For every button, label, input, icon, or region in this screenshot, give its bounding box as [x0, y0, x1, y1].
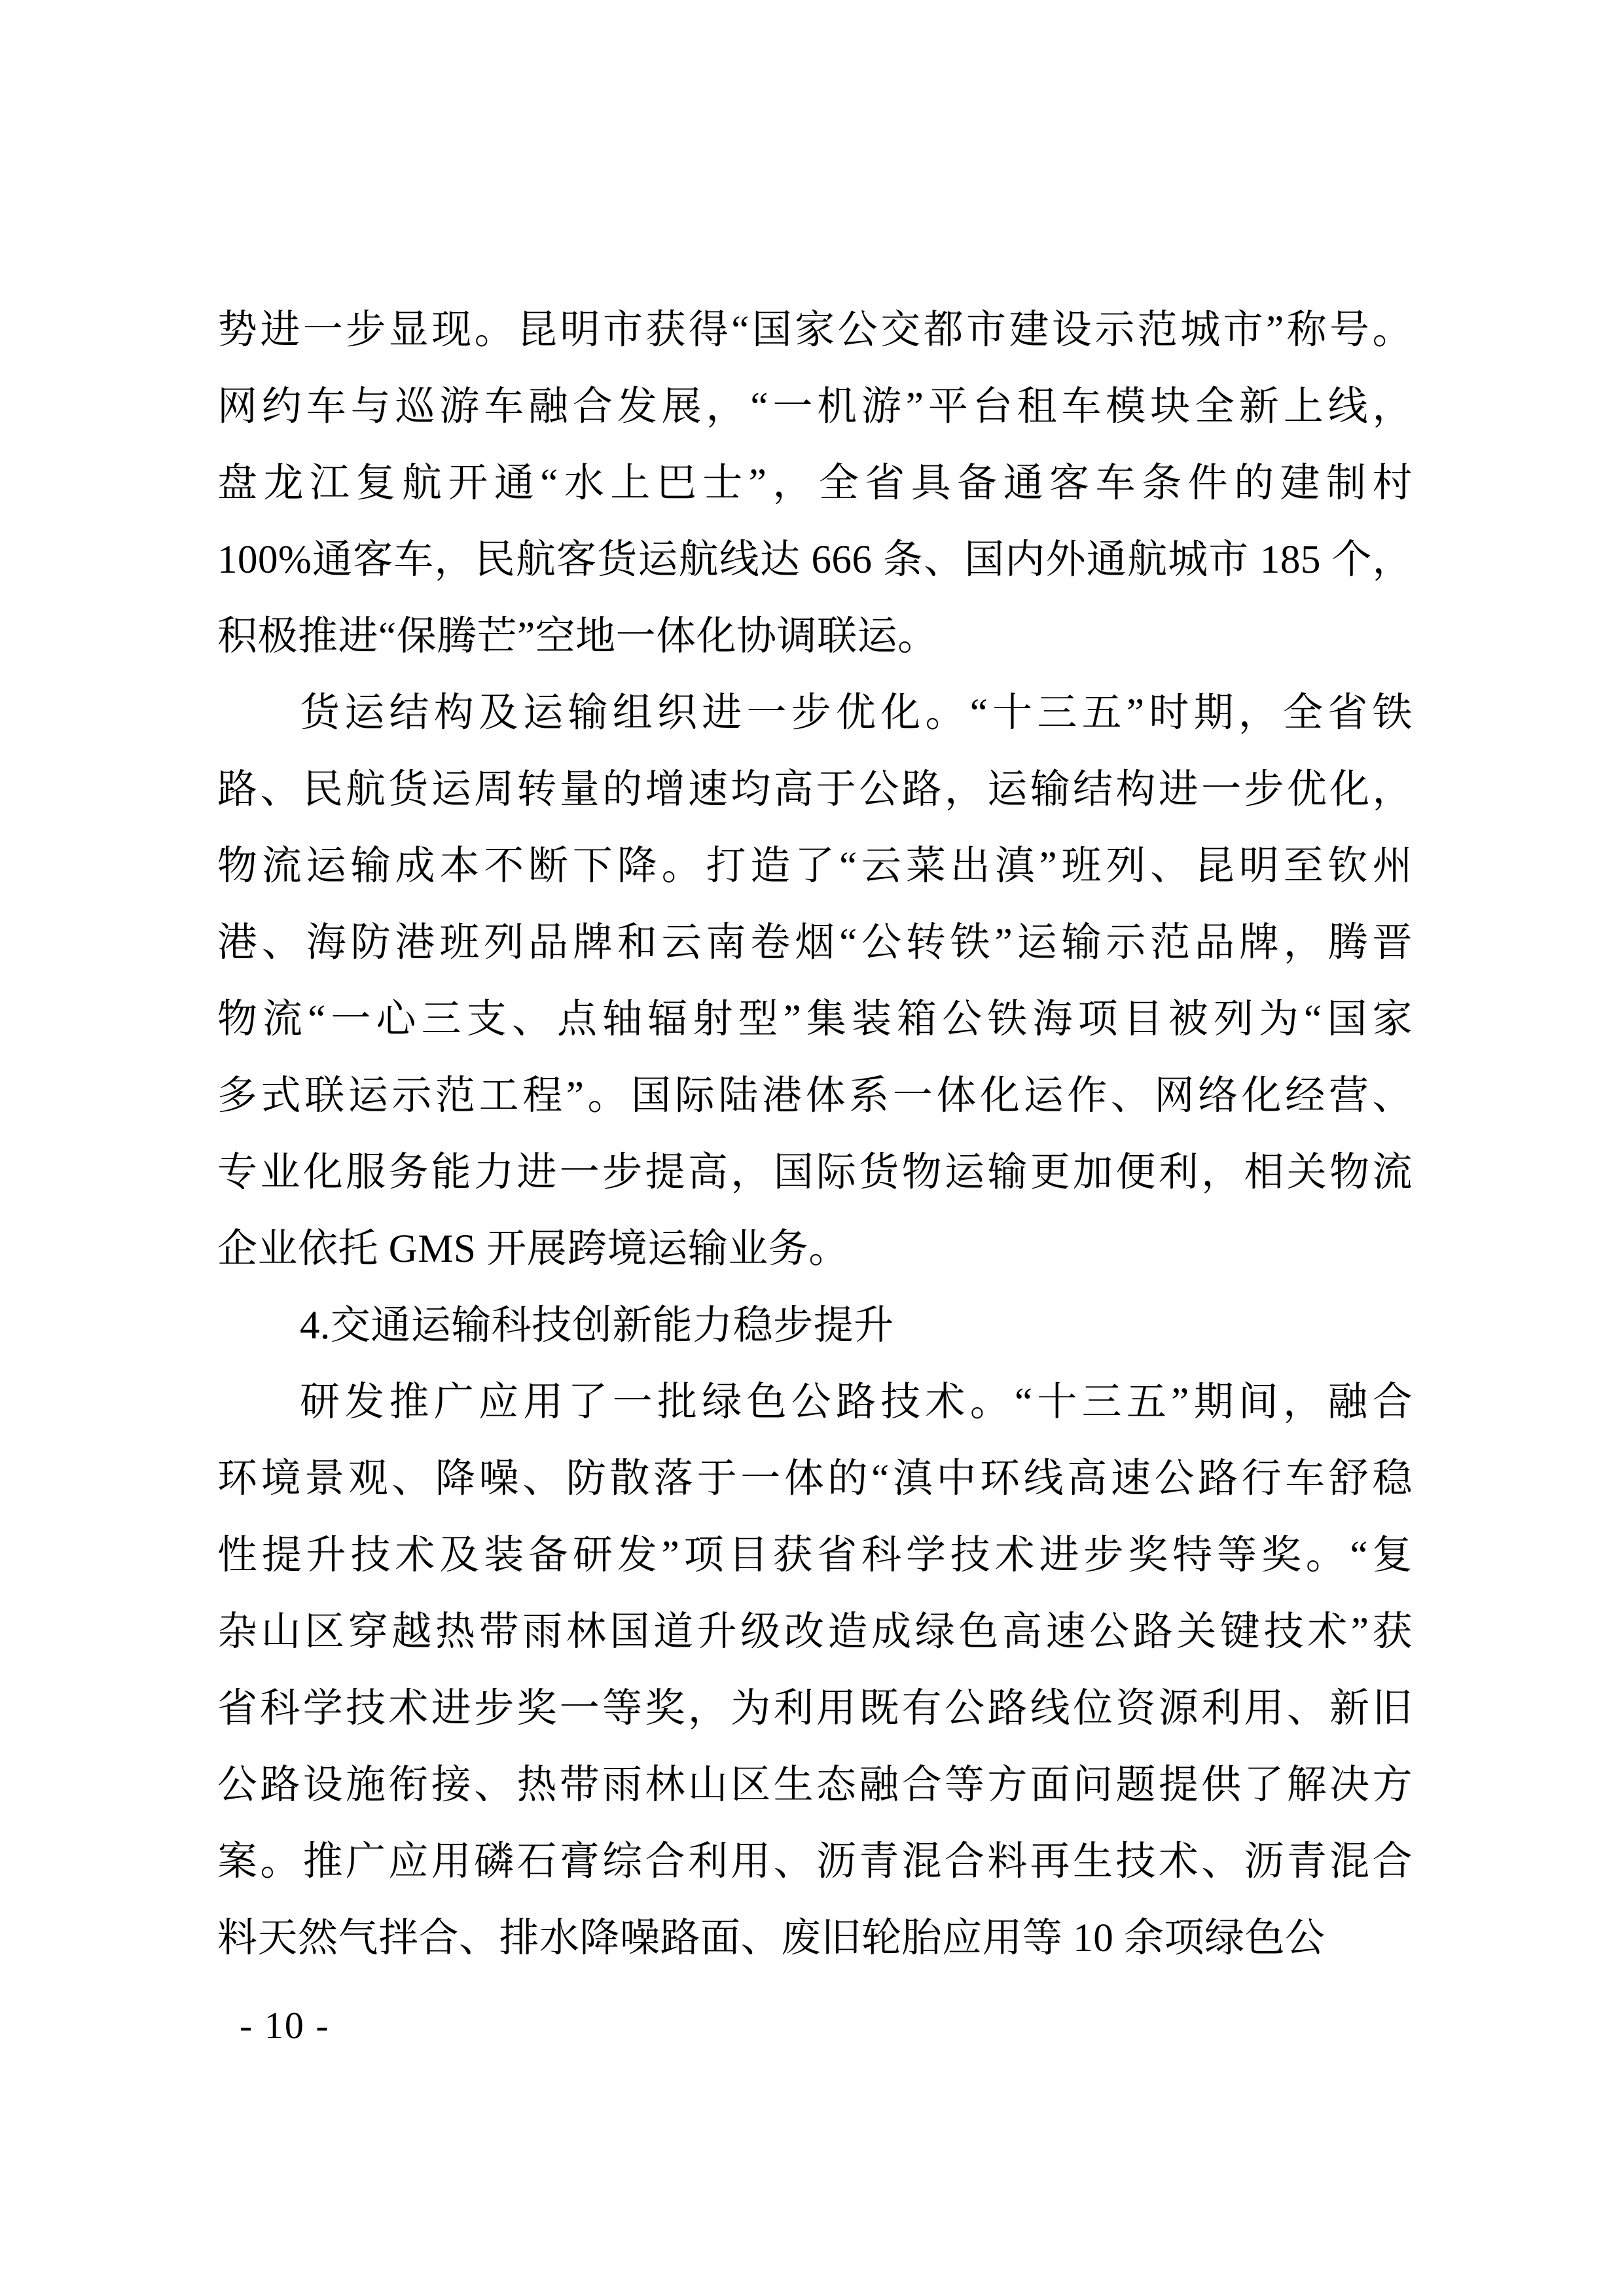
text-line: 多式联运示范工程”。国际陆港体系一体化运作、网络化经营、: [217, 1074, 1413, 1118]
text-line: 公路设施衔接、热带雨林山区生态融合等方面问题提供了解决方: [217, 1763, 1413, 1807]
text-line: 物流“一心三支、点轴辐射型”集装箱公铁海项目被列为“国家: [217, 997, 1413, 1041]
text-line: 环境景观、降噪、防散落于一体的“滇中环线高速公路行车舒稳: [217, 1457, 1413, 1501]
document-body: [217, 292, 1413, 1977]
text-line: 物流运输成本不断下降。打造了“云菜出滇”班列、昆明至钦州: [217, 844, 1413, 888]
text-line: 案。推广应用磷石膏综合利用、沥青混合料再生技术、沥青混合: [217, 1840, 1413, 1884]
text-line: 研发推广应用了一批绿色公路技术。“十三五”期间，融合: [300, 1380, 1413, 1424]
text-line: 势进一步显现。昆明市获得“国家公交都市建设示范城市”称号。: [217, 308, 1413, 352]
text-line: 省科学技术进步奖一等奖，为利用既有公路线位资源利用、新旧: [217, 1687, 1413, 1731]
text-line: 100%通客车，民航客货运航线达 666 条、国内外通航城市 185 个，: [217, 538, 1413, 582]
text-line: 杂山区穿越热带雨林国道升级改造成绿色高速公路关键技术”获: [217, 1610, 1413, 1654]
text-line: 积极推进“保腾芒”空地一体化协调联运。: [217, 615, 938, 658]
section-heading: 4.交通运输科技创新能力稳步提升: [300, 1304, 894, 1348]
text-line: 盘龙江复航开通“水上巴士”，全省具备通客车条件的建制村: [217, 461, 1413, 505]
page-number: - 10 -: [240, 2004, 330, 2047]
text-line: 企业依托 GMS 开展跨境运输业务。: [217, 1227, 849, 1271]
text-line: 网约车与巡游车融合发展，“一机游”平台租车模块全新上线，: [217, 385, 1413, 429]
text-line: 专业化服务能力进一步提高，国际货物运输更加便利，相关物流: [217, 1151, 1413, 1194]
text-line: 港、海防港班列品牌和云南卷烟“公转铁”运输示范品牌，腾晋: [217, 921, 1413, 965]
text-line: 货运结构及运输组织进一步优化。“十三五”时期，全省铁: [300, 691, 1413, 735]
text-line: 路、民航货运周转量的增速均高于公路，运输结构进一步优化，: [217, 768, 1413, 812]
text-line: 性提升技术及装备研发”项目获省科学技术进步奖特等奖。“复: [217, 1534, 1413, 1577]
text-line: 料天然气拌合、排水降噪路面、废旧轮胎应用等 10 余项绿色公: [217, 1916, 1326, 1960]
